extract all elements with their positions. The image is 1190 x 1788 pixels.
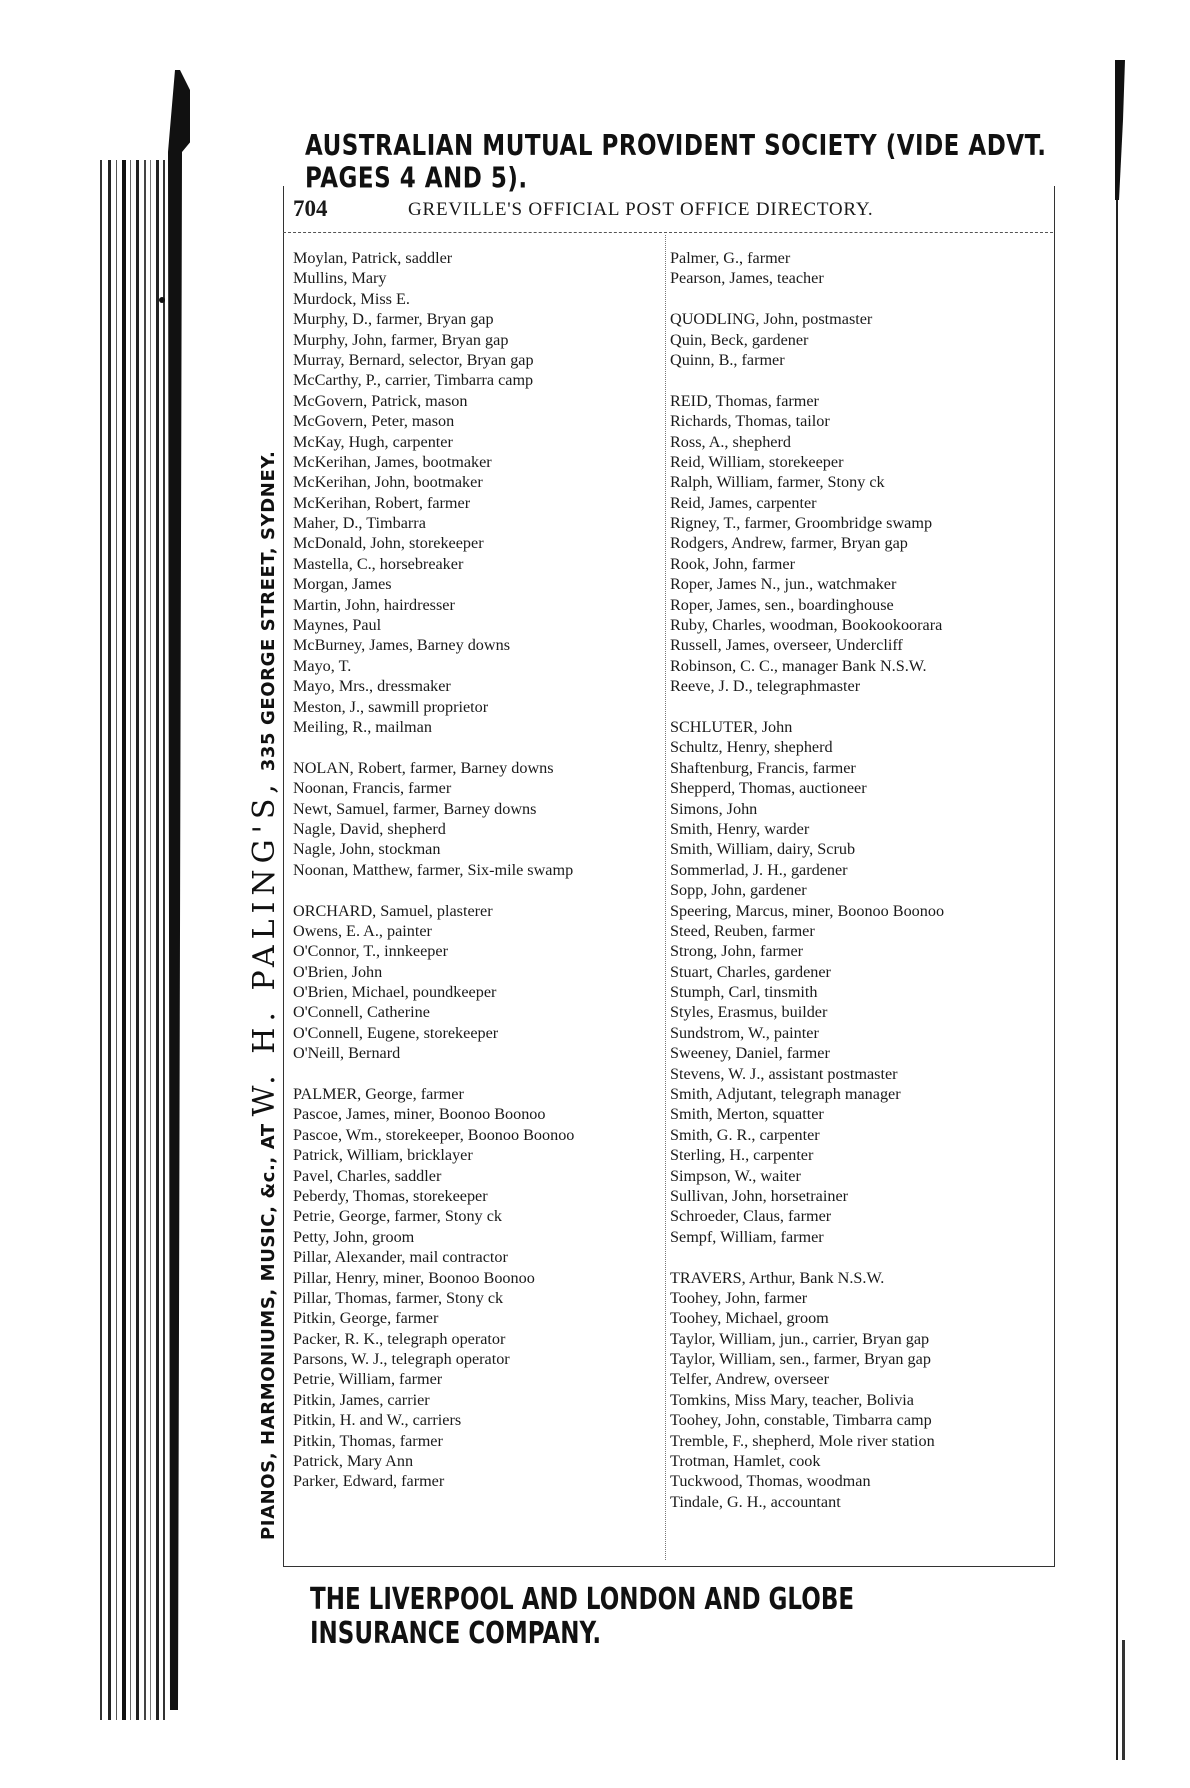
directory-entry: McKerihan, James, bootmaker [293,452,492,471]
directory-entry: Pillar, Alexander, mail contractor [293,1248,508,1267]
directory-entry: Toohey, John, constable, Timbarra camp [670,1411,932,1430]
directory-entry: Shaftenburg, Francis, farmer [670,758,856,777]
section-gap [670,370,1050,390]
binding-edge-right [1105,60,1145,1780]
left-column [293,248,653,1492]
directory-entry: Parsons, W. J., telegraph operator [293,1350,510,1369]
directory-entry: Rodgers, Andrew, farmer, Bryan gap [670,534,908,553]
directory-entry: Russell, James, overseer, Undercliff [670,636,903,655]
directory-entry: Murray, Bernard, selector, Bryan gap [293,350,534,369]
directory-entry: Schultz, Henry, shepherd [670,738,833,757]
directory-entry: McCarthy, P., carrier, Timbarra camp [293,371,534,390]
page-number: 704 [293,196,328,221]
directory-entry: Mastella, C., horsebreaker [293,554,464,573]
directory-entry: Mullins, Mary [293,269,387,288]
directory-entry: O'Connor, T., innkeeper [293,942,448,961]
directory-entry: Richards, Thomas, tailor [670,412,830,431]
directory-entry: Newt, Samuel, farmer, Barney downs [293,799,537,818]
directory-entry: Stumph, Carl, tinsmith [670,983,818,1002]
directory-entry: McGovern, Peter, mason [293,412,455,431]
directory-entry: O'Neill, Bernard [293,1044,401,1063]
directory-entry: Pascoe, Wm., storekeeper, Boonoo Boonoo [293,1125,575,1144]
directory-entry: NOLAN, Robert, farmer, Barney downs [293,758,554,777]
header-rule [283,232,1053,233]
directory-entry: Mayo, Mrs., dressmaker [293,677,451,696]
section-gap [670,697,1050,717]
column-divider [665,235,666,1560]
directory-entry: Roper, James N., jun., watchmaker [670,575,897,594]
directory-entry: Ross, A., shepherd [670,432,791,451]
directory-entry: Rook, John, farmer [670,554,795,573]
section-gap [670,289,1050,309]
directory-entry: Stuart, Charles, gardener [670,962,831,981]
directory-entry: Noonan, Matthew, farmer, Six-mile swamp [293,860,574,879]
directory-entry: ORCHARD, Samuel, plasterer [293,901,493,920]
directory-entry: Smith, Henry, warder [670,819,810,838]
directory-entry: Patrick, Mary Ann [293,1452,414,1471]
directory-entry: Tindale, G. H., accountant [670,1492,841,1511]
section-gap [293,880,653,900]
directory-entry: Smith, Merton, squatter [670,1105,824,1124]
directory-entry: O'Brien, Michael, poundkeeper [293,983,497,1002]
directory-entry: McKerihan, John, bootmaker [293,473,483,492]
directory-entry: Reid, James, carpenter [670,493,817,512]
directory-entry: Sterling, H., carpenter [670,1146,814,1165]
right-column [670,248,1050,1512]
directory-entry: Nagle, John, stockman [293,840,441,859]
directory-entry: Simpson, W., waiter [670,1166,801,1185]
directory-entry: QUODLING, John, postmaster [670,310,873,329]
directory-entry: Pillar, Henry, miner, Boonoo Boonoo [293,1268,535,1287]
running-head [293,196,1043,226]
directory-entry: Toohey, Michael, groom [670,1309,829,1328]
directory-entry: O'Brien, John [293,962,383,981]
directory-entry: Packer, R. K., telegraph operator [293,1329,506,1348]
side-advert-address: 335 GEORGE STREET, SYDNEY. [258,450,279,772]
directory-entry: Pitkin, James, carrier [293,1390,430,1409]
directory-entry: Smith, G. R., carpenter [670,1125,820,1144]
directory-entry: Maher, D., Timbarra [293,514,426,533]
directory-entry: Pitkin, George, farmer [293,1309,439,1328]
directory-entry: Meston, J., sawmill proprietor [293,697,489,716]
side-advert-pianos: PIANOS, HARMONIUMS, MUSIC, &c., AT [258,1123,279,1540]
directory-entry: Quinn, B., farmer [670,350,785,369]
directory-entry: Speering, Marcus, miner, Boonoo Boonoo [670,901,945,920]
directory-entry: Sullivan, John, horsetrainer [670,1186,849,1205]
directory-entry: Nagle, David, shepherd [293,819,446,838]
directory-entry: Simons, John [670,799,758,818]
directory-entry: Pitkin, H. and W., carriers [293,1411,462,1430]
directory-entry: Strong, John, farmer [670,942,804,961]
footer-advert: THE LIVERPOOL AND LONDON AND GLOBE INSURANCE COMPANY. [310,1583,855,1651]
directory-entry: Maynes, Paul [293,616,382,635]
directory-entry: Ralph, William, farmer, Stony ck [670,473,885,492]
directory-entry: Trotman, Hamlet, cook [670,1452,821,1471]
directory-entry: Martin, John, hairdresser [293,595,455,614]
directory-entry: Quin, Beck, gardener [670,330,809,349]
directory-entry: Schroeder, Claus, farmer [670,1207,832,1226]
side-advert-paling: W. H. PALING'S, [247,778,282,1117]
directory-entry: Palmer, G., farmer [670,249,791,267]
section-gap [670,1247,1050,1267]
directory-entry: Owens, E. A., painter [293,921,432,940]
directory-entry: Reid, William, storekeeper [670,452,844,471]
directory-entry: Murdock, Miss E. [293,289,410,308]
directory-entry: Pascoe, James, miner, Boonoo Boonoo [293,1105,546,1124]
directory-entry: Taylor, William, sen., farmer, Bryan gap [670,1350,931,1369]
directory-entry: Rigney, T., farmer, Groombridge swamp [670,514,933,533]
directory-entry: McKay, Hugh, carpenter [293,432,453,451]
directory-title: GREVILLE'S OFFICIAL POST OFFICE DIRECTORY. [408,199,874,220]
directory-entry: Sopp, John, gardener [670,881,807,900]
directory-entry: Mayo, T. [293,656,352,675]
section-gap [293,737,653,757]
directory-entry: Stevens, W. J., assistant postmaster [670,1064,898,1083]
directory-entry: Pitkin, Thomas, farmer [293,1431,443,1450]
directory-entry: Tremble, F., shepherd, Mole river station [670,1431,935,1450]
directory-entry: Telfer, Andrew, overseer [670,1370,829,1389]
directory-entry: Petrie, William, farmer [293,1370,443,1389]
directory-entry: Pavel, Charles, saddler [293,1166,442,1185]
directory-entry: Smith, Adjutant, telegraph manager [670,1085,901,1104]
directory-entry: Shepperd, Thomas, auctioneer [670,779,867,798]
directory-entry: Ruby, Charles, woodman, Bookookoorara [670,616,943,635]
directory-entry: Noonan, Francis, farmer [293,779,452,798]
directory-entry: Peberdy, Thomas, storekeeper [293,1186,488,1205]
directory-entry: SCHLUTER, John [670,717,793,736]
directory-entry: PALMER, George, farmer [293,1085,464,1104]
directory-entry: Robinson, C. C., manager Bank N.S.W. [670,656,927,675]
directory-entry: Taylor, William, jun., carrier, Bryan gap [670,1329,930,1348]
directory-entry: Pillar, Thomas, farmer, Stony ck [293,1288,504,1307]
directory-entry: Sweeney, Daniel, farmer [670,1044,830,1063]
directory-entry: O'Connell, Catherine [293,1003,430,1022]
directory-entry: McDonald, John, storekeeper [293,534,484,553]
directory-entry: Steed, Reuben, farmer [670,921,815,940]
directory-entry: REID, Thomas, farmer [670,391,819,410]
directory-entry: TRAVERS, Arthur, Bank N.S.W. [670,1268,885,1287]
directory-entry: Sommerlad, J. H., gardener [670,860,848,879]
directory-entry: Murphy, John, farmer, Bryan gap [293,330,509,349]
directory-entry: Sempf, William, farmer [670,1227,824,1246]
directory-entry: McGovern, Patrick, mason [293,391,468,410]
directory-entry: Reeve, J. D., telegraphmaster [670,677,861,696]
directory-entry: Parker, Edward, farmer [293,1472,445,1491]
directory-entry: Smith, William, dairy, Scrub [670,840,856,859]
side-advert [248,180,282,1540]
directory-entry: Tuckwood, Thomas, woodman [670,1472,871,1491]
header-advert: AUSTRALIAN MUTUAL PROVIDENT SOCIETY (VIDE ADVT. PAGES 4 AND 5). [305,130,1047,195]
directory-entry: Tomkins, Miss Mary, teacher, Bolivia [670,1390,914,1409]
directory-entry: O'Connell, Eugene, storekeeper [293,1023,499,1042]
directory-entry: Sundstrom, W., painter [670,1023,819,1042]
section-gap [293,1064,653,1084]
directory-entry: Moylan, Patrick, saddler [293,249,453,267]
directory-entry: Patrick, William, bricklayer [293,1146,473,1165]
directory-entry: Meiling, R., mailman [293,717,432,736]
directory-entry: Morgan, James [293,575,392,594]
directory-entry: Styles, Erasmus, builder [670,1003,828,1022]
directory-entry: Petty, John, groom [293,1227,415,1246]
directory-entry: Toohey, John, farmer [670,1288,808,1307]
directory-entry: McKerihan, Robert, farmer [293,493,471,512]
directory-entry: Petrie, George, farmer, Stony ck [293,1207,502,1226]
directory-entry: Pearson, James, teacher [670,269,824,288]
binding-edge-left [70,70,190,1730]
directory-entry: Roper, James, sen., boardinghouse [670,595,894,614]
directory-entry: McBurney, James, Barney downs [293,636,510,655]
directory-entry: Murphy, D., farmer, Bryan gap [293,310,494,329]
